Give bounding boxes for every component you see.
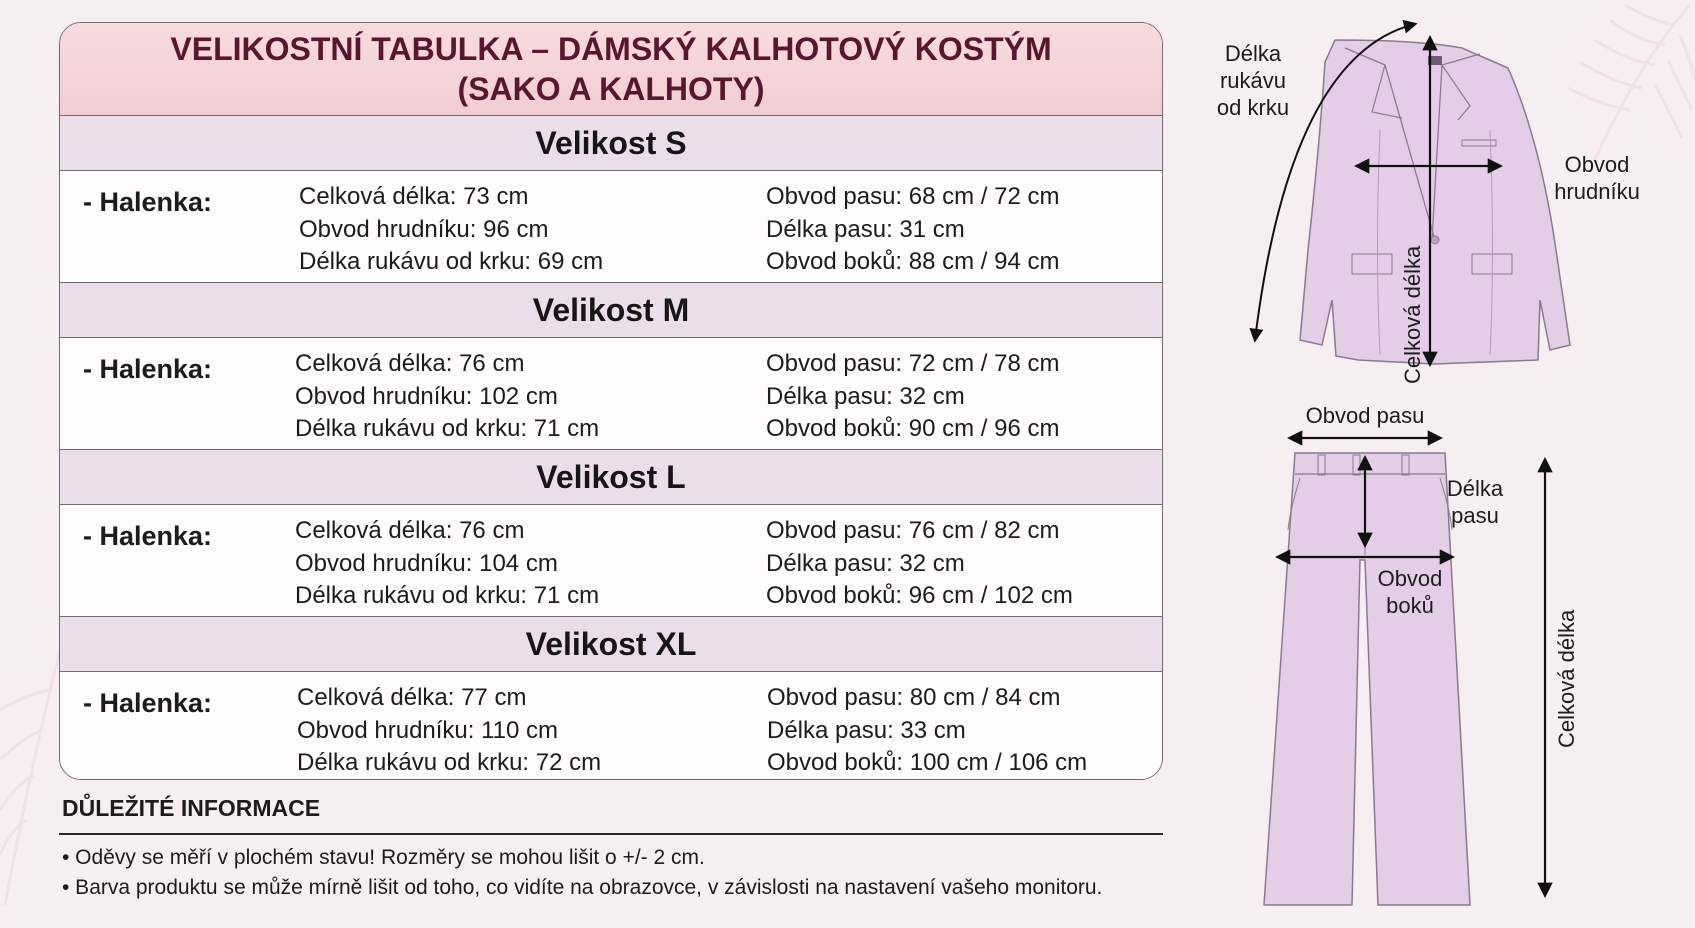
measurement-sleeve: Délka rukávu od krku: 69 cm (299, 248, 604, 275)
size-header-l: Velikost L (60, 450, 1162, 505)
measurement-waist: Obvod pasu: 72 cm / 78 cm (766, 350, 1060, 377)
size-header-xl: Velikost XL (60, 617, 1162, 672)
measurement-sleeve: Délka rukávu od krku: 71 cm (295, 415, 600, 442)
measurement-hips: Obvod boků: 88 cm / 94 cm (766, 248, 1060, 275)
row-label: - Halenka: (83, 354, 213, 384)
label-sleeve-length: Délka rukávu od krku (1216, 41, 1290, 120)
label-chest: Obvod hrudníku (1554, 152, 1640, 204)
info-item: • Oděvy se měří v plochém stavu! Rozměry se mohou lišit o +/- 2 cm. (62, 846, 705, 869)
measurement-sleeve: Délka rukávu od krku: 72 cm (297, 749, 602, 776)
jacket-illustration (1300, 40, 1570, 364)
measurement-rise: Délka pasu: 32 cm (766, 382, 965, 410)
size-header-m: Velikost M (60, 283, 1162, 338)
measurement-total-length: Celková délka: 73 cm (299, 183, 529, 210)
measurement-chest: Obvod hrudníku: 110 cm (297, 716, 559, 744)
measurement-total-length: Celková délka: 77 cm (297, 684, 527, 711)
label-waist: Obvod pasu (1305, 403, 1425, 428)
label-trousers-length: Celková délka (1554, 609, 1579, 748)
measurement-rise: Délka pasu: 31 cm (766, 215, 965, 243)
info-title: DŮLEŽITÉ INFORMACE (62, 795, 321, 821)
row-label: - Halenka: (83, 521, 213, 551)
label-rise: Délka pasu (1446, 476, 1504, 528)
table-title-line2: (SAKO A KALHOTY) (457, 71, 765, 107)
size-header-s: Velikost S (60, 116, 1162, 171)
measurement-waist: Obvod pasu: 76 cm / 82 cm (766, 517, 1060, 544)
measurement-total-length: Celková délka: 76 cm (295, 517, 525, 544)
label-jacket-length: Celková délka (1400, 245, 1425, 384)
measurement-rise: Délka pasu: 32 cm (766, 549, 965, 577)
measurement-waist: Obvod pasu: 80 cm / 84 cm (767, 684, 1061, 711)
measurement-hips: Obvod boků: 100 cm / 106 cm (767, 749, 1088, 776)
measurement-waist: Obvod pasu: 68 cm / 72 cm (766, 183, 1060, 210)
measurement-sleeve: Délka rukávu od krku: 71 cm (295, 582, 600, 609)
measurement-chest: Obvod hrudníku: 102 cm (295, 382, 558, 410)
measurement-hips: Obvod boků: 96 cm / 102 cm (766, 582, 1073, 609)
info-item: • Barva produktu se může mírně lišit od toho, co vidíte na obrazovce, v závislosti na nastavení vašeho monitoru. (62, 876, 1103, 899)
measurement-chest: Obvod hrudníku: 104 cm (295, 549, 558, 577)
measurement-hips: Obvod boků: 90 cm / 96 cm (766, 415, 1060, 442)
table-title-line1: VELIKOSTNÍ TABULKA – DÁMSKÝ KALHOTOVÝ KOSTÝM (170, 31, 1052, 67)
measurement-total-length: Celková délka: 76 cm (295, 350, 525, 377)
row-label: - Halenka: (83, 688, 213, 718)
measurement-rise: Délka pasu: 33 cm (767, 716, 966, 744)
row-label: - Halenka: (83, 187, 213, 217)
label-hips: Obvod boků (1377, 566, 1443, 618)
measurement-chest: Obvod hrudníku: 96 cm (299, 215, 549, 243)
